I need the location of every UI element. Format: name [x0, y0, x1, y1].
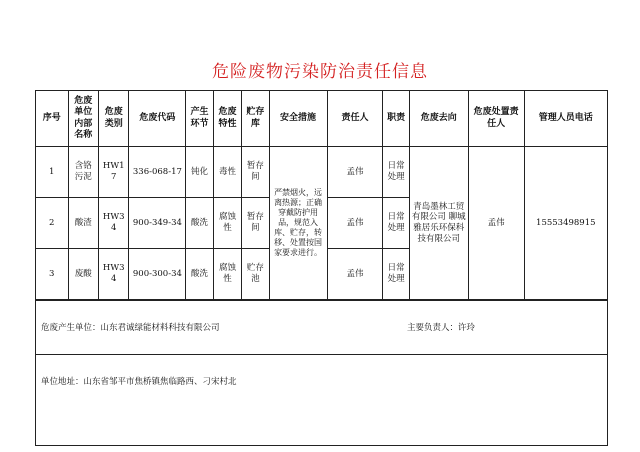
row-number: 3: [36, 249, 69, 300]
header-cell: 产生环节: [186, 91, 213, 147]
duty: 日常处理: [383, 198, 409, 249]
waste-category: HW34: [98, 198, 128, 249]
waste-property: 毒性: [213, 147, 241, 198]
waste-category: HW17: [98, 147, 128, 198]
waste-code: 900-349-34: [129, 198, 186, 249]
safety-measures: 严禁烟火，远离热源；正确穿戴防护用品，规范入库、贮存，转移、处置按国家要求进行。: [269, 147, 327, 300]
header-cell: 危废特性: [213, 91, 241, 147]
unit-address: 单位地址：山东省邹平市焦桥镇焦临路西、刁宋村北: [41, 377, 237, 387]
responsible-person: 孟伟: [327, 198, 383, 249]
producing-unit: 危废产生单位：山东君诚绿能材料科技有限公司: [41, 323, 220, 333]
header-cell: 危废去向: [409, 91, 468, 147]
waste-code: 900-300-34: [129, 249, 186, 300]
waste-category: HW34: [98, 249, 128, 300]
row-number: 1: [36, 147, 69, 198]
duty: 日常处理: [383, 249, 409, 300]
table-row: [36, 147, 608, 198]
header-cell: 序号: [36, 91, 69, 147]
production-stage: 钝化: [186, 147, 213, 198]
header-cell: 危废代码: [129, 91, 186, 147]
duty: 日常处理: [383, 147, 409, 198]
waste-destination: 青岛墨林工贸有限公司 聊城雅居乐环保科技有限公司: [409, 147, 468, 300]
storage-location: 暂存间: [242, 198, 269, 249]
page-title: 危险废物污染防治责任信息: [212, 62, 428, 82]
production-stage: 酸洗: [186, 198, 213, 249]
header-cell: 管理人员电话: [524, 91, 607, 147]
responsible-person: 孟伟: [327, 249, 383, 300]
storage-location: 暂存间: [242, 147, 269, 198]
header-cell: 责任人: [327, 91, 383, 147]
address-row: [35, 354, 608, 408]
unit-info-row: [35, 300, 608, 354]
header-cell: 危废处置责任人: [468, 91, 524, 147]
header-cell: 危废单位内部名称: [68, 91, 98, 147]
row-number: 2: [36, 198, 69, 249]
waste-property: 腐蚀性: [213, 249, 241, 300]
header-cell: 贮存库: [242, 91, 269, 147]
main-leader: 主要负责人：许玲: [407, 323, 476, 333]
production-stage: 酸洗: [186, 249, 213, 300]
waste-name: 酸渣: [68, 198, 98, 249]
waste-code: 336-068-17: [129, 147, 186, 198]
hazardous-waste-table: [35, 90, 608, 300]
responsible-person: 孟伟: [327, 147, 383, 198]
manager-phone: 15553498915: [524, 147, 607, 300]
waste-property: 腐蚀性: [213, 198, 241, 249]
header-cell: 危废类别: [98, 91, 128, 147]
waste-name: 含铬污泥: [68, 147, 98, 198]
header-cell: 安全措施: [269, 91, 327, 147]
disposal-person: 孟伟: [468, 147, 524, 300]
table-header-row: [36, 91, 608, 147]
header-cell: 职责: [383, 91, 409, 147]
waste-name: 废酸: [68, 249, 98, 300]
storage-location: 贮存池: [242, 249, 269, 300]
